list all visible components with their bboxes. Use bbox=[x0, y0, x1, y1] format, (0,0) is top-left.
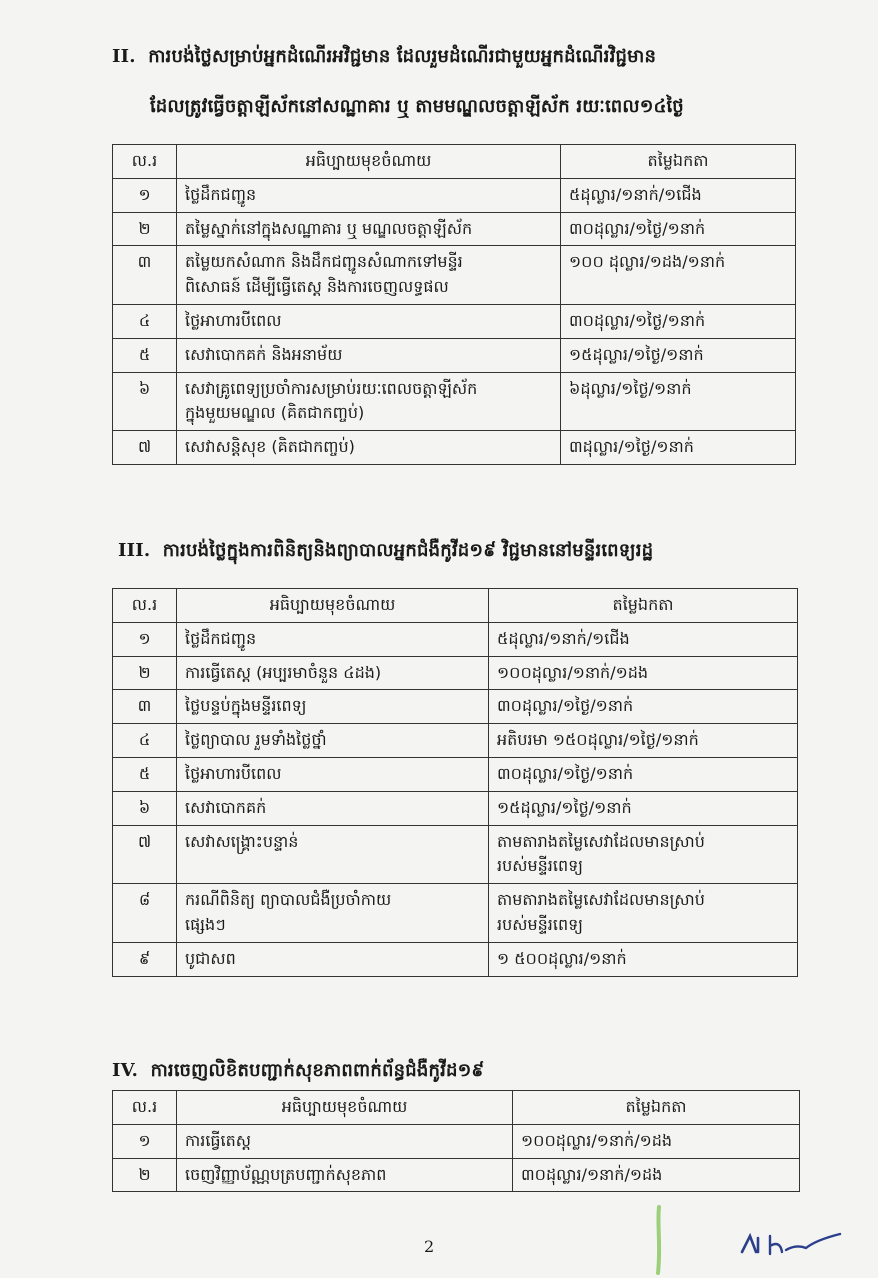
description-line: បូជាសព bbox=[185, 948, 236, 968]
section-title-line: ដែលត្រូវធ្វើចត្តាឡីស័កនៅសណ្ឋាគារ ឬ តាមមណ្ឌលចត្តាឡីស័ក រយៈពេល១៤ថ្ងៃ bbox=[150, 96, 684, 117]
handwritten-initials bbox=[736, 1226, 856, 1262]
col-header-no: ល.រ bbox=[113, 1091, 177, 1125]
row-description bbox=[177, 825, 489, 884]
price-line: ១០០ដុល្លារ/១នាក់/១ដង bbox=[521, 1130, 673, 1150]
table-row bbox=[113, 372, 796, 431]
row-price bbox=[561, 304, 796, 338]
description-line: ការធ្វើតេស្ត (អប្បរមាចំនួន ៤ដង) bbox=[185, 662, 382, 682]
table-row bbox=[113, 942, 798, 976]
row-price bbox=[489, 825, 798, 884]
row-number: ២ bbox=[113, 1158, 177, 1192]
row-price bbox=[489, 884, 798, 943]
section-title-line: ការចេញលិខិតបញ្ជាក់សុខភាពពាក់ព័ន្ធជំងឺកូវីដ១៩ bbox=[150, 1060, 485, 1081]
section-number: III. bbox=[118, 540, 151, 561]
row-number: ៣ bbox=[113, 246, 177, 305]
row-price bbox=[489, 622, 798, 656]
table-section-iv bbox=[112, 1090, 800, 1192]
description-line: តម្លៃយកសំណាក និងដឹកជញ្ជូនសំណាកទៅមន្ទីរ bbox=[185, 252, 463, 272]
price-line: របស់មន្ទីរពេទ្យ bbox=[497, 914, 584, 934]
row-description bbox=[177, 791, 489, 825]
section-number: IV. bbox=[112, 1060, 139, 1081]
row-price bbox=[513, 1124, 800, 1158]
price-line: ៣០ដុល្លារ/១ថ្ងៃ/១នាក់ bbox=[497, 696, 634, 716]
description-line: សេវាសង្គ្រោះបន្ទាន់ bbox=[185, 831, 299, 851]
section-ii-heading bbox=[112, 44, 656, 71]
row-description bbox=[177, 212, 561, 246]
table-row bbox=[113, 791, 798, 825]
row-price bbox=[489, 791, 798, 825]
price-line: ៣០ដុល្លារ/១នាក់/១ដង bbox=[521, 1164, 663, 1184]
price-line: ៥ដុល្លារ/១នាក់/១ជើង bbox=[497, 628, 630, 648]
row-price bbox=[561, 431, 796, 465]
table-row bbox=[113, 884, 798, 943]
description-line: សេវាបោកគក់ និងអនាម័យ bbox=[185, 344, 343, 364]
price-line: ១ ៥០០ដុល្លារ/១នាក់ bbox=[497, 948, 627, 968]
row-description bbox=[177, 757, 489, 791]
row-description bbox=[177, 338, 561, 372]
row-price bbox=[561, 178, 796, 212]
description-line: ថ្លៃព្យាបាល រួមទាំងថ្លៃថ្នាំ bbox=[185, 730, 327, 750]
table-row bbox=[113, 622, 798, 656]
price-line: អតិបរមា ១៥០ដុល្លារ/១ថ្ងៃ/១នាក់ bbox=[497, 730, 699, 750]
row-number: ១ bbox=[113, 622, 177, 656]
table-row bbox=[113, 304, 796, 338]
table-row bbox=[113, 212, 796, 246]
description-line: សេវាបោកគក់ bbox=[185, 797, 267, 817]
row-price bbox=[489, 757, 798, 791]
table-header-row bbox=[113, 145, 796, 179]
row-price bbox=[561, 372, 796, 431]
row-description bbox=[177, 724, 489, 758]
description-line: ថ្លៃដឹកជញ្ជូន bbox=[185, 184, 257, 204]
section-iv-heading bbox=[112, 1058, 484, 1085]
row-description bbox=[177, 246, 561, 305]
description-line: ថ្លៃបន្ទប់ក្នុងមន្ទីរពេទ្យ bbox=[185, 696, 307, 716]
table-section-iii bbox=[112, 588, 798, 977]
row-description bbox=[177, 690, 489, 724]
table-row bbox=[113, 656, 798, 690]
row-description bbox=[177, 622, 489, 656]
section-title-line: ការបង់ថ្លៃសម្រាប់អ្នកដំណើរអវិជ្ជមាន ដែលរួមដំណើរជាមួយអ្នកដំណើរវិជ្ជមាន bbox=[148, 46, 657, 67]
price-line: ១០០ដុល្លារ/១នាក់/១ដង bbox=[497, 662, 649, 682]
price-line: ១៥ដុល្លារ/១ថ្ងៃ/១នាក់ bbox=[569, 344, 704, 364]
section-iii-heading bbox=[118, 538, 653, 565]
description-line: សេវាគ្រូពេទ្យប្រចាំការសម្រាប់រយៈពេលចត្តាឡីស័ក bbox=[185, 378, 478, 398]
description-line: ចេញវិញ្ញាប័ណ្ណបត្របញ្ជាក់សុខភាព bbox=[185, 1164, 387, 1184]
row-description bbox=[177, 1158, 513, 1192]
row-number: ៤ bbox=[113, 724, 177, 758]
price-line: ១៥ដុល្លារ/១ថ្ងៃ/១នាក់ bbox=[497, 797, 632, 817]
row-description bbox=[177, 884, 489, 943]
description-line: ថ្លៃអាហារបីពេល bbox=[185, 763, 282, 783]
description-line: ផ្សេងៗ bbox=[185, 914, 226, 934]
section-number: II. bbox=[112, 46, 136, 67]
price-line: តាមតារាងតម្លៃសេវាដែលមានស្រាប់ bbox=[497, 890, 705, 910]
row-number: ១ bbox=[113, 178, 177, 212]
table-header-row bbox=[113, 589, 798, 623]
row-number: ៦ bbox=[113, 372, 177, 431]
table-section-ii bbox=[112, 144, 796, 465]
row-price bbox=[561, 338, 796, 372]
row-price bbox=[561, 246, 796, 305]
description-line: ពិសោធន៍ ដើម្បីធ្វើតេស្ត និងការចេញលទ្ធផល bbox=[185, 277, 449, 297]
description-line: សេវាសន្តិសុខ (គិតជាកញ្ចប់) bbox=[185, 437, 355, 457]
row-number: ៤ bbox=[113, 304, 177, 338]
row-number: ៧ bbox=[113, 431, 177, 465]
row-number: ៥ bbox=[113, 757, 177, 791]
row-description bbox=[177, 656, 489, 690]
table-row bbox=[113, 825, 798, 884]
row-description bbox=[177, 942, 489, 976]
price-line: ៣០ដុល្លារ/១ថ្ងៃ/១នាក់ bbox=[497, 763, 634, 783]
description-line: ករណីពិនិត្យ ព្យាបាលជំងឺប្រចាំកាយ bbox=[185, 890, 392, 910]
row-description bbox=[177, 372, 561, 431]
price-line: ៥ដុល្លារ/១នាក់/១ជើង bbox=[569, 184, 702, 204]
price-line: ៦ដុល្លារ/១ថ្ងៃ/១នាក់ bbox=[569, 378, 692, 398]
col-header-unit-price: តម្លៃឯកតា bbox=[489, 589, 798, 623]
description-line: តម្លៃស្នាក់នៅក្នុងសណ្ឋាគារ ឬ មណ្ឌលចត្តាឡីស័ក bbox=[185, 218, 473, 238]
col-header-unit-price: តម្លៃឯកតា bbox=[561, 145, 796, 179]
table-header-row bbox=[113, 1091, 800, 1125]
row-number: ៦ bbox=[113, 791, 177, 825]
col-header-description: អធិប្បាយមុខចំណាយ bbox=[177, 145, 561, 179]
table-row bbox=[113, 724, 798, 758]
row-description bbox=[177, 304, 561, 338]
row-number: ៧ bbox=[113, 825, 177, 884]
row-number: ២ bbox=[113, 212, 177, 246]
description-line: ថ្លៃអាហារបីពេល bbox=[185, 310, 282, 330]
description-line: ក្នុងមួយមណ្ឌល (គិតជាកញ្ចប់) bbox=[185, 403, 365, 423]
row-description bbox=[177, 1124, 513, 1158]
table-row bbox=[113, 431, 796, 465]
table-row bbox=[113, 178, 796, 212]
price-line: របស់មន្ទីរពេទ្យ bbox=[497, 856, 584, 876]
row-number: ៩ bbox=[113, 942, 177, 976]
col-header-no: ល.រ bbox=[113, 145, 177, 179]
row-price bbox=[561, 212, 796, 246]
table-row bbox=[113, 338, 796, 372]
row-price bbox=[489, 690, 798, 724]
table-row bbox=[113, 246, 796, 305]
page-number: 2 bbox=[424, 1237, 435, 1256]
section-title-line: ការបង់ថ្លៃក្នុងការពិនិត្យនិងព្យាបាលអ្នកជំងឺកូវីដ១៩ វិជ្ជមាននៅមន្ទីរពេទ្យរដ្ឋ bbox=[162, 540, 654, 561]
row-price bbox=[489, 656, 798, 690]
row-price bbox=[489, 942, 798, 976]
row-price bbox=[489, 724, 798, 758]
row-number: ២ bbox=[113, 656, 177, 690]
table-row bbox=[113, 1124, 800, 1158]
description-line: ថ្លៃដឹកជញ្ជូន bbox=[185, 628, 257, 648]
section-ii-heading-line2 bbox=[150, 94, 684, 121]
row-number: ៣ bbox=[113, 690, 177, 724]
row-price bbox=[513, 1158, 800, 1192]
price-line: តាមតារាងតម្លៃសេវាដែលមានស្រាប់ bbox=[497, 831, 705, 851]
green-marker-stroke bbox=[652, 1205, 666, 1275]
col-header-unit-price: តម្លៃឯកតា bbox=[513, 1091, 800, 1125]
price-line: ៣០ដុល្លារ/១ថ្ងៃ/១នាក់ bbox=[569, 218, 706, 238]
col-header-no: ល.រ bbox=[113, 589, 177, 623]
row-number: ១ bbox=[113, 1124, 177, 1158]
row-description bbox=[177, 431, 561, 465]
table-row bbox=[113, 690, 798, 724]
price-line: ៣០ដុល្លារ/១ថ្ងៃ/១នាក់ bbox=[569, 310, 706, 330]
row-number: ៥ bbox=[113, 338, 177, 372]
col-header-description: អធិប្បាយមុខចំណាយ bbox=[177, 589, 489, 623]
table-row bbox=[113, 757, 798, 791]
row-number: ៨ bbox=[113, 884, 177, 943]
price-line: ១០០ ដុល្លារ/១ដង/១នាក់ bbox=[569, 252, 726, 272]
price-line: ៣ដុល្លារ/១ថ្ងៃ/១នាក់ bbox=[569, 437, 694, 457]
table-row bbox=[113, 1158, 800, 1192]
description-line: ការធ្វើតេស្ត bbox=[185, 1130, 252, 1150]
row-description bbox=[177, 178, 561, 212]
col-header-description: អធិប្បាយមុខចំណាយ bbox=[177, 1091, 513, 1125]
